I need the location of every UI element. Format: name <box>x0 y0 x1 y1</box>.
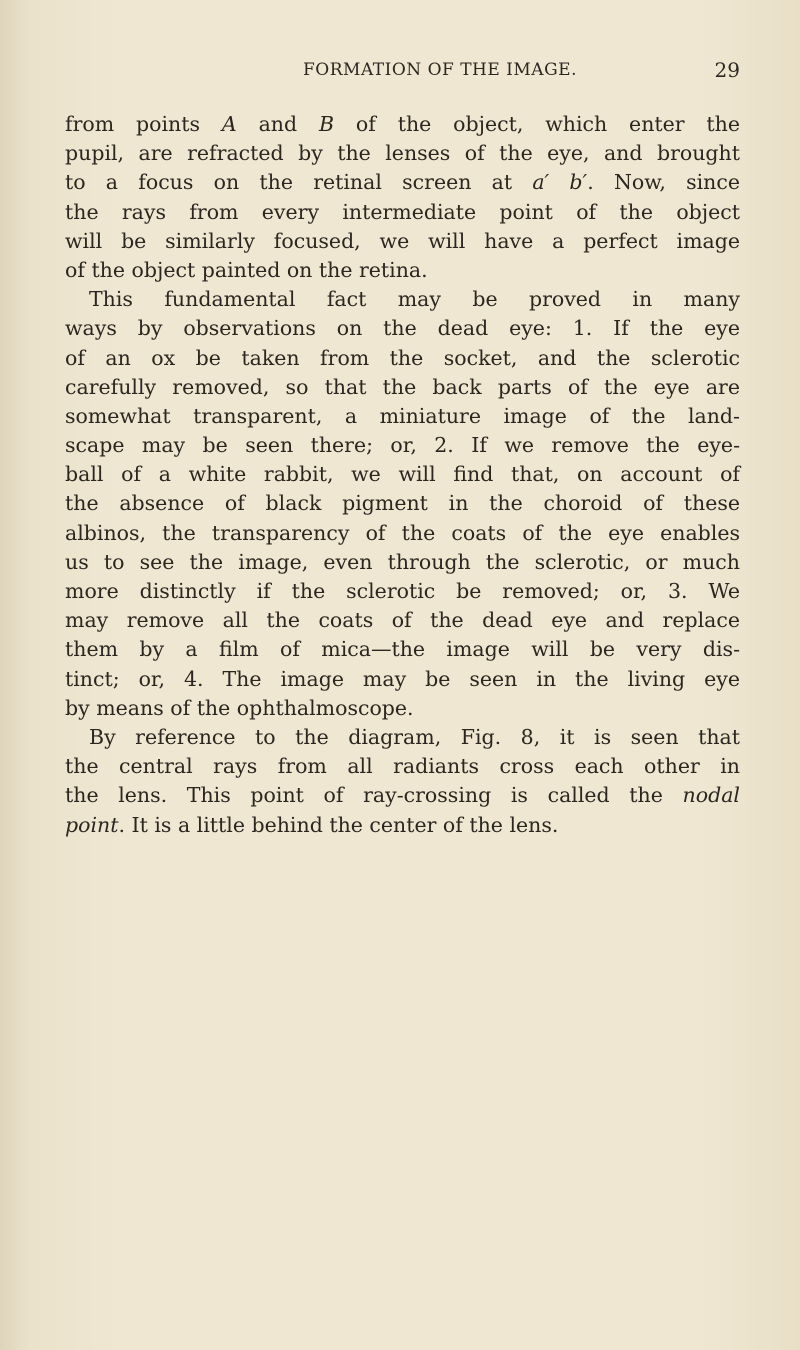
text-line <box>65 489 740 518</box>
text-segment: tinct; or, 4. The image may be seen in the living eye <box>65 666 740 691</box>
text-segment: may remove all the coats of the dead eye and replace <box>65 608 740 633</box>
text-segment: more distinctly if the sclerotic be removed; or, 3. We <box>65 579 740 603</box>
text-segment: the rays from every intermediate point of the object <box>65 199 740 224</box>
text-line <box>65 635 740 664</box>
italic-text: point <box>65 812 119 837</box>
text-segment: them by a film of mica—the image will be very dis- <box>65 637 740 662</box>
text-line <box>65 139 740 168</box>
text-segment: from points <box>65 112 222 136</box>
text-line <box>65 752 740 781</box>
text-segment: ways by observations on the dead eye: 1. If the eye <box>65 316 740 341</box>
text-line <box>65 344 740 373</box>
text-segment: the central rays from all radiants cross each other in <box>65 754 740 779</box>
text-segment: ball of a white rabbit, we will find that, on account of <box>65 462 740 487</box>
running-head <box>200 60 740 84</box>
text-segment: of the object painted on the retina. <box>65 257 428 282</box>
text-segment: By reference to the diagram, Fig. 8, it is seen that <box>89 724 740 749</box>
text-line <box>65 460 740 489</box>
text-line <box>65 373 740 402</box>
text-segment: . Now, since <box>587 170 740 195</box>
text-segment: the lens. This point of ray-crossing is called the <box>65 783 683 808</box>
text-segment: of the object, which enter the <box>334 112 740 136</box>
text-line <box>65 665 740 694</box>
text-segment: somewhat transparent, a miniature image of the land- <box>65 403 740 428</box>
text-line <box>65 402 740 431</box>
text-line <box>65 548 740 577</box>
text-line <box>65 577 740 606</box>
text-segment: and <box>236 112 319 136</box>
text-line <box>65 227 740 256</box>
italic-text: nodal <box>682 783 740 808</box>
page-number: 29 <box>714 58 740 82</box>
text-line <box>65 723 740 752</box>
text-line <box>65 694 740 723</box>
text-line <box>65 431 740 460</box>
text-line <box>65 606 740 635</box>
text-segment: us to see the image, even through the sclerotic, or much <box>65 549 740 574</box>
italic-text: B <box>318 112 335 136</box>
text-line <box>65 110 740 139</box>
text-line <box>65 781 740 810</box>
text-segment: . It is a little behind the center of the lens. <box>118 812 559 837</box>
body-text <box>65 110 740 840</box>
text-segment: albinos, the transparency of the coats of the eye enables <box>65 520 740 545</box>
text-segment: by means of the ophthalmoscope. <box>65 695 414 720</box>
text-segment: This fundamental fact may be proved in many <box>89 287 740 312</box>
text-line <box>65 256 740 285</box>
running-title: FORMATION OF THE IMAGE. <box>303 60 577 80</box>
italic-text: A <box>221 112 237 136</box>
text-segment: of an ox be taken from the socket, and the sclerotic <box>65 345 740 370</box>
text-line <box>65 314 740 343</box>
text-segment: will be similarly focused, we will have a perfect image <box>65 228 740 253</box>
text-segment: to a focus on the retinal screen at <box>65 170 533 195</box>
text-line <box>65 198 740 227</box>
text-segment: the absence of black pigment in the choroid of these <box>65 491 740 516</box>
text-segment: scape may be seen there; or, 2. If we remove the eye- <box>65 433 740 458</box>
text-line <box>65 285 740 314</box>
text-line <box>65 811 740 840</box>
text-segment: pupil, are refracted by the lenses of the eye, and brought <box>65 141 740 166</box>
text-segment: carefully removed, so that the back parts of the eye are <box>65 374 740 399</box>
text-line <box>65 168 740 197</box>
italic-text: a′ b′ <box>532 170 588 195</box>
text-line <box>65 519 740 548</box>
